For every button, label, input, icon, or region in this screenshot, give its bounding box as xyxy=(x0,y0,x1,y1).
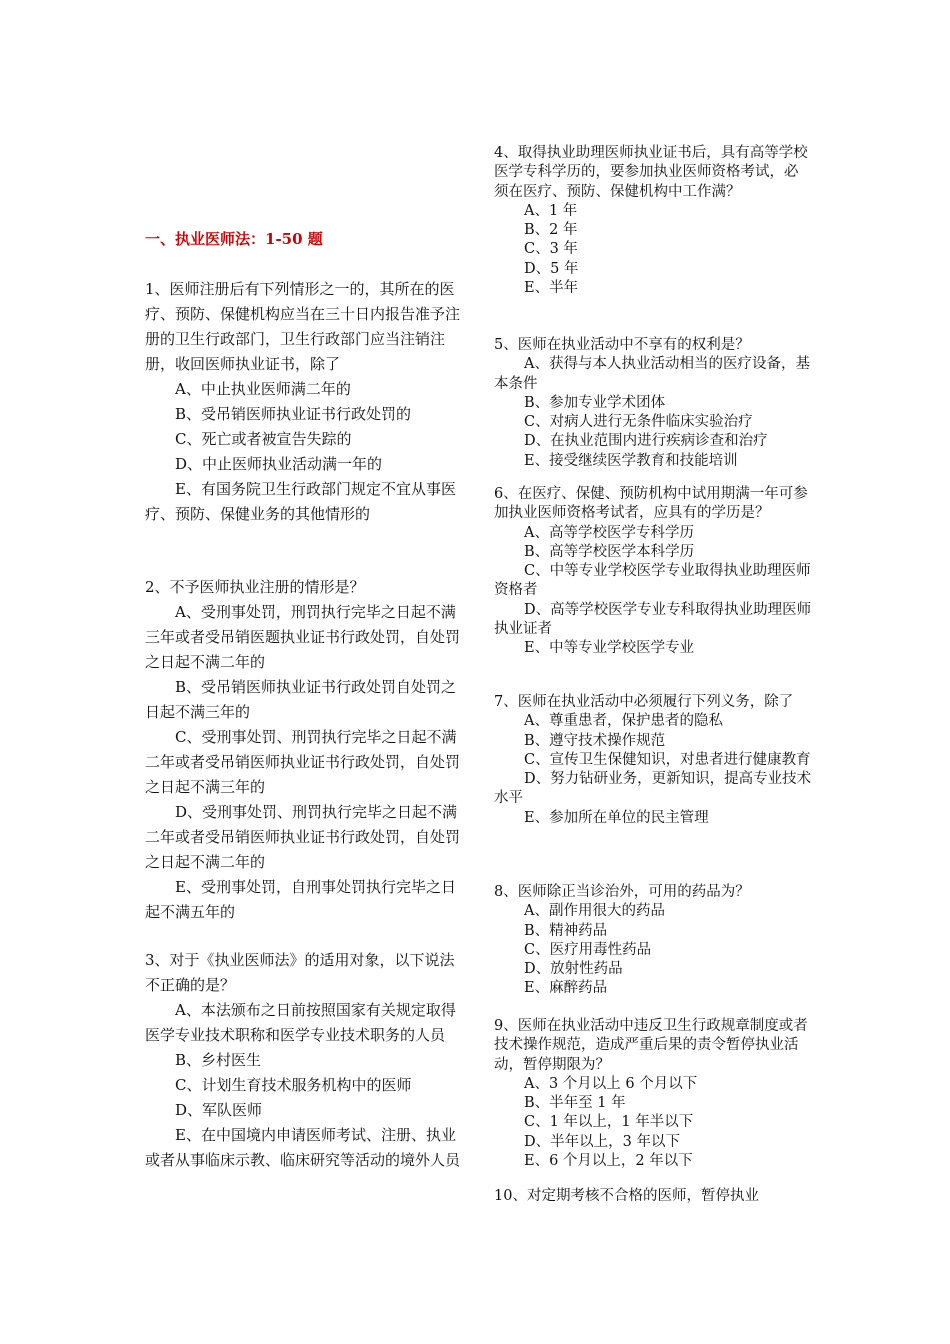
option-c: C、宣传卫生保健知识，对患者进行健康教育 xyxy=(524,751,811,768)
question-9 xyxy=(494,1017,812,1171)
option-c: C、中等专业学校医学专业取得执业助理医师资格者 xyxy=(494,563,811,599)
question-stem: 4、取得执业助理医师执业证书后，具有高等学校医学专科学历的，要参加执业医师资格考试，必须在医疗、预防、保健机构中工作满？ xyxy=(494,145,808,200)
question-stem: 3、对于《执业医师法》的适用对象，以下说法不正确的是？ xyxy=(145,951,455,994)
option-a: A、尊重患者，保护患者的隐私 xyxy=(524,713,723,730)
question-stem: 10、对定期考核不合格的医师，暂停执业 xyxy=(494,1188,759,1204)
question-stem: 6、在医疗、保健、预防机构中试用期满一年可参加执业医师资格考试者，应具有的学历是？ xyxy=(494,486,808,522)
option-b: B、半年至 1 年 xyxy=(524,1095,626,1112)
option-d: D、5 年 xyxy=(524,260,579,277)
option-b: B、受吊销医师执业证书行政处罚自处罚之日起不满三年的 xyxy=(145,678,457,721)
option-a: A、高等学校医学专科学历 xyxy=(524,524,694,541)
question-2 xyxy=(145,575,465,925)
option-a: A、副作用很大的药品 xyxy=(524,903,665,920)
option-a: A、3 个月以上 6 个月以下 xyxy=(524,1075,698,1092)
option-e: E、半年 xyxy=(524,280,579,297)
option-a: A、中止执业医师满二年的 xyxy=(175,380,351,398)
option-e: E、中等专业学校医学专业 xyxy=(524,640,695,657)
option-d: D、受刑事处罚、刑罚执行完毕之日起不满二年或者受吊销医师执业证书行政处罚，自处罚之日起不满二年的 xyxy=(145,803,461,871)
option-c: C、受刑事处罚、刑罚执行完毕之日起不满二年或者受吊销医师执业证书行政处罚，自处罚之日起不满三年的 xyxy=(145,728,461,796)
question-stem: 1、医师注册后有下列情形之一的，其所在的医疗、预防、保健机构应当在三十日内报告准予注册的卫生行政部门，卫生行政部门应当注销注册，收回医师执业证书，除了 xyxy=(145,280,461,373)
question-stem: 9、医师在执业活动中违反卫生行政规章制度或者技术操作规范，造成严重后果的责令暂停执业活动，暂停期限为？ xyxy=(494,1018,808,1073)
option-c: C、1 年以上，1 年半以下 xyxy=(524,1114,694,1131)
question-stem: 5、医师在执业活动中不享有的权利是？ xyxy=(494,337,750,353)
option-d: D、放射性药品 xyxy=(524,961,623,978)
question-6 xyxy=(494,485,812,659)
option-e: E、参加所在单位的民主管理 xyxy=(524,809,709,826)
option-e: E、有国务院卫生行政部门规定不宜从事医疗、预防、保健业务的其他情形的 xyxy=(145,480,456,523)
option-d: D、军队医师 xyxy=(175,1101,263,1119)
section-title: 一、执业医师法：1-50 题 xyxy=(145,230,323,248)
option-c: C、计划生育技术服务机构中的医师 xyxy=(175,1076,412,1094)
option-c: C、对病人进行无条件临床实验治疗 xyxy=(524,414,753,431)
option-d: D、高等学校医学专业专科取得执业助理医师执业证者 xyxy=(494,601,812,638)
question-10 xyxy=(494,1187,812,1206)
question-stem: 2、不予医师执业注册的情形是？ xyxy=(145,578,365,596)
option-a: A、获得与本人执业活动相当的医疗设备，基本条件 xyxy=(494,356,810,392)
option-b: B、乡村医生 xyxy=(175,1051,262,1069)
option-e: E、受刑事处罚，自刑事处罚执行完毕之日起不满五年的 xyxy=(145,878,456,921)
option-b: B、遵守技术操作规范 xyxy=(524,732,666,749)
option-d: D、努力钻研业务，更新知识，提高专业技术水平 xyxy=(494,771,812,807)
question-7 xyxy=(494,693,812,828)
option-a: A、1 年 xyxy=(524,202,578,219)
question-stem: 7、医师在执业活动中必须履行下列义务，除了 xyxy=(494,694,794,710)
option-c: C、3 年 xyxy=(524,241,578,258)
option-a: A、本法颁布之日前按照国家有关规定取得医学专业技术职称和医学专业技术职务的人员 xyxy=(145,1001,456,1044)
option-b: B、参加专业学术团体 xyxy=(524,394,666,411)
option-e: E、在中国境内申请医师考试、注册、执业或者从事临床示教、临床研究等活动的境外人员 xyxy=(145,1126,461,1169)
option-c: C、死亡或者被宣告失踪的 xyxy=(175,430,352,448)
option-e: E、麻醉药品 xyxy=(524,980,608,997)
question-1 xyxy=(145,277,465,527)
option-b: B、2 年 xyxy=(524,222,578,239)
option-b: B、高等学校医学本科学历 xyxy=(524,543,695,560)
option-e: E、6 个月以上，2 年以下 xyxy=(524,1153,693,1170)
question-5 xyxy=(494,336,812,471)
option-d: D、中止医师执业活动满一年的 xyxy=(175,455,383,473)
option-d: D、在执业范围内进行疾病诊查和治疗 xyxy=(524,433,768,450)
question-stem: 8、医师除正当诊治外，可用的药品为？ xyxy=(494,884,750,900)
option-b: B、受吊销医师执业证书行政处罚的 xyxy=(175,405,412,423)
option-d: D、半年以上，3 年以下 xyxy=(524,1133,680,1150)
question-8 xyxy=(494,883,812,999)
question-3 xyxy=(145,948,465,1173)
option-b: B、精神药品 xyxy=(524,922,608,939)
question-4 xyxy=(494,144,812,298)
option-a: A、受刑事处罚，刑罚执行完毕之日起不满三年或者受吊销医题执业证书行政处罚，自处罚之日起不满二年的 xyxy=(145,603,461,671)
option-e: E、接受继续医学教育和技能培训 xyxy=(524,452,738,469)
option-c: C、医疗用毒性药品 xyxy=(524,941,652,958)
